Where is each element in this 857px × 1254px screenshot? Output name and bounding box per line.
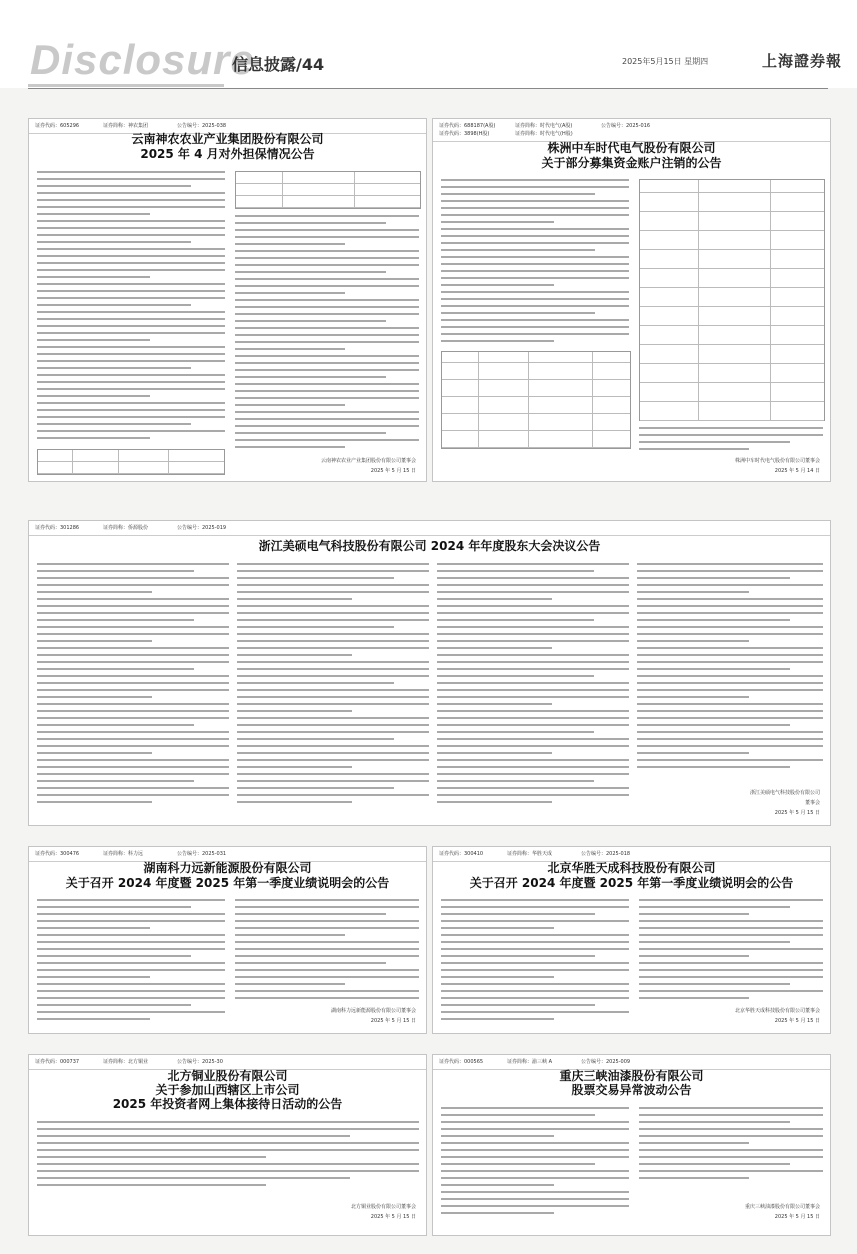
stock-code: 证券代码：000737 [35, 1059, 80, 1065]
body-text-left [441, 1107, 629, 1219]
notice-subtitle: 关于召开 2024 年度暨 2025 年第一季度业绩说明会的公告 [469, 876, 794, 890]
notice-subtitle: 关于召开 2024 年度暨 2025 年第一季度业绩说明会的公告 [65, 876, 390, 890]
body-text-right [639, 1107, 823, 1184]
stock-abbr-h: 证券简称：时代电气(H股) [515, 131, 573, 137]
notice-subtitle-2: 2025 年投资者网上集体接待日活动的公告 [112, 1097, 343, 1111]
disclosure-logo: Disclosure [30, 36, 255, 83]
notice-beifang-copper [28, 1054, 427, 1236]
notice-zhejiang-meishuo [28, 520, 831, 826]
notice-title: 重庆三峡油漆股份有限公司 [559, 1069, 704, 1083]
section-title: 信息披露/44 [232, 55, 325, 74]
signature: 湖南科力远新能源股份有限公司董事会 [330, 1008, 416, 1014]
notice-yunnan-shennong [28, 118, 427, 482]
notice-subtitle: 2025 年 4 月对外担保情况公告 [140, 147, 315, 161]
notice-title: 浙江美硕电气科技股份有限公司 2024 年年度股东大会决议公告 [258, 539, 601, 553]
body-text-right [235, 215, 419, 453]
account-table-right [639, 179, 825, 421]
stock-abbr: 证券简称：侨源股份 [103, 525, 149, 531]
guarantee-table-left [37, 449, 225, 475]
body-text [37, 1121, 419, 1191]
notice-subtitle: 关于参加山西辖区上市公司 [155, 1083, 300, 1097]
issue-date: 2025年5月15日 星期四 [622, 57, 709, 66]
signature-board: 董事会 [804, 800, 820, 806]
notice-subtitle: 关于部分募集资金账户注销的公告 [541, 156, 722, 170]
stock-code: 证券代码：300476 [35, 851, 80, 857]
notice-number: 公告编号：2025-30 [177, 1059, 223, 1065]
stock-abbr: 证券简称：科力远 [103, 851, 144, 857]
notice-meta-bar [29, 847, 426, 862]
stock-code: 证券代码：301286 [35, 525, 80, 531]
notice-hunan-corun [28, 846, 427, 1034]
stock-code: 证券代码：300410 [439, 851, 484, 857]
notice-zhuzhou-crrc [432, 118, 831, 482]
notice-meta-bar [433, 119, 830, 142]
logo-underline [28, 84, 224, 87]
signature-date: 2025 年 5 月 15 日 [370, 1018, 416, 1024]
notice-meta-bar [433, 847, 830, 862]
body-text-left [441, 899, 629, 1025]
notice-meta-bar [29, 521, 830, 536]
body-text-col1 [37, 563, 229, 808]
body-text-right [639, 427, 823, 455]
signature: 北京华胜天成科技股份有限公司董事会 [734, 1008, 820, 1014]
notice-title: 北方铜业股份有限公司 [167, 1069, 288, 1083]
signature: 浙江美硕电气科技股份有限公司 [749, 790, 820, 796]
stock-code-h: 证券代码：3898(H股) [439, 131, 490, 137]
notice-meta-bar [29, 1055, 426, 1070]
notice-title: 株洲中车时代电气股份有限公司 [547, 141, 716, 155]
signature-date: 2025 年 5 月 14 日 [774, 468, 820, 474]
notice-subtitle: 股票交易异常波动公告 [571, 1083, 692, 1097]
signature-date: 2025 年 5 月 15 日 [774, 1018, 820, 1024]
notice-number: 公告编号：2025-038 [177, 123, 227, 129]
notice-chongqing-sanxia [432, 1054, 831, 1236]
signature-date: 2025 年 5 月 15 日 [370, 1214, 416, 1220]
account-table-left [441, 351, 631, 449]
stock-abbr: 证券简称：渝三峡 A [507, 1059, 553, 1065]
stock-abbr: 证券简称：北方铜业 [103, 1059, 149, 1065]
body-text-right [235, 899, 419, 1004]
notice-title: 湖南科力远新能源股份有限公司 [143, 861, 312, 875]
signature: 北方铜业股份有限公司董事会 [350, 1204, 416, 1210]
body-text-left [37, 171, 225, 444]
notice-meta-bar [433, 1055, 830, 1070]
signature-date: 2025 年 5 月 15 日 [370, 468, 416, 474]
newspaper-brand: 上海證券報 [762, 52, 843, 70]
signature: 云南神农农业产业集团股份有限公司董事会 [320, 458, 416, 464]
stock-code: 证券代码：688187(A股) [439, 123, 496, 129]
notice-title: 北京华胜天成科技股份有限公司 [547, 861, 716, 875]
body-text-left [441, 179, 629, 347]
notice-title: 云南神农农业产业集团股份有限公司 [131, 132, 324, 146]
header-rule [28, 88, 828, 89]
notice-number: 公告编号：2025-019 [177, 525, 227, 531]
signature: 株洲中车时代电气股份有限公司董事会 [734, 458, 820, 464]
notice-number: 公告编号：2025-018 [581, 851, 631, 857]
stock-abbr: 证券简称：神农集团 [103, 123, 149, 129]
stock-code: 证券代码：605296 [35, 123, 80, 129]
notice-beijing-teamsun [432, 846, 831, 1034]
guarantee-table-right [235, 171, 421, 209]
notice-number: 公告编号：2025-009 [581, 1059, 631, 1065]
stock-code: 证券代码：000565 [439, 1059, 484, 1065]
body-text-col3 [437, 563, 629, 808]
body-text-col2 [237, 563, 429, 808]
body-text-col4 [637, 563, 823, 773]
stock-abbr: 证券简称：华胜天成 [507, 851, 553, 857]
notice-number: 公告编号：2025-031 [177, 851, 227, 857]
signature: 重庆三峡油漆股份有限公司董事会 [744, 1204, 820, 1210]
body-text-left [37, 899, 225, 1025]
notice-number: 公告编号：2025-016 [601, 123, 651, 129]
signature-date: 2025 年 5 月 15 日 [774, 810, 820, 816]
masthead [0, 0, 857, 88]
stock-abbr: 证券简称：时代电气(A股) [515, 123, 573, 129]
body-text-right [639, 899, 823, 1004]
signature-date: 2025 年 5 月 15 日 [774, 1214, 820, 1220]
